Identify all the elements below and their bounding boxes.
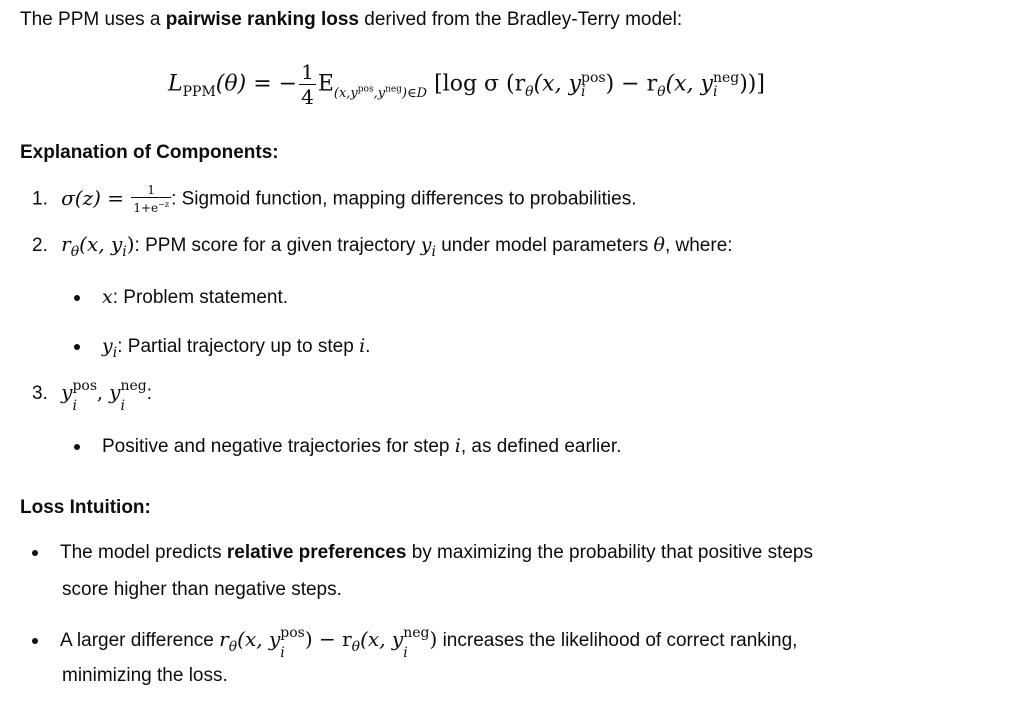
intuition-b1-line2: score higher than negative steps. [62, 579, 342, 600]
component-item-2 [32, 232, 733, 259]
intuition-b2-r1: r [219, 627, 229, 651]
intuition-bullet-1 [32, 541, 813, 565]
eq-lhs-symbol: L [168, 71, 183, 97]
eq-supsub-1 [581, 69, 606, 100]
item2-sub2-sub: i [112, 345, 118, 361]
intuition-b2-sub-i-2: i [403, 645, 408, 661]
eq-expect-sub-a: (x,y [333, 85, 358, 101]
intuition-b1-prefix: The model predicts [60, 542, 227, 563]
eq-expect-sub-neg: neg [385, 84, 402, 95]
intro-bold: pairwise ranking loss [165, 9, 359, 30]
eq-frac-den: 4 [301, 85, 314, 109]
item2-text-c: , where: [664, 235, 733, 256]
item3-y-1: y [61, 380, 73, 404]
intuition-b2-sub-i-1: i [280, 645, 285, 661]
intuition-b2-mid: ) − r [304, 627, 352, 651]
loss-equation [168, 60, 765, 109]
intuition-b2-close: ) [429, 627, 438, 651]
intuition-heading: Loss Intuition: [20, 497, 151, 518]
bullet-dot [32, 638, 38, 644]
item2-y: y [420, 234, 432, 256]
intuition-b1-suffix: by maximizing the probability that positive steps [406, 542, 814, 563]
eq-expect-sub-b: ,y [373, 85, 386, 101]
bullet-dot [74, 295, 80, 301]
item3-number: 3. [32, 383, 48, 404]
item3-sub-i-1: i [72, 398, 77, 414]
item2-r: r [61, 232, 71, 256]
intuition-b2-line2: minimizing the loss. [62, 665, 228, 686]
item1-frac-exp: −z [158, 200, 170, 209]
intro-paragraph [20, 8, 682, 32]
eq-lhs-sub: PPM [182, 83, 216, 100]
item1-frac-num: 1 [131, 184, 171, 198]
item1-fraction [131, 184, 171, 215]
item1-text: : Sigmoid function, mapping differences to probabilities. [171, 188, 637, 210]
item3-sup-neg: neg [120, 378, 147, 394]
item3-supsub-1 [72, 378, 98, 414]
item2-sub2-step: i [359, 335, 366, 357]
intuition-b2-suffix: increases the likelihood of correct ranking, [437, 630, 798, 651]
eq-body-open: [log σ (r [434, 71, 526, 97]
intuition-bullet-2 [32, 625, 798, 661]
item3-sub-end: , as defined earlier. [460, 436, 622, 457]
bullet-dot [32, 550, 38, 556]
eq-theta-1: θ [525, 83, 534, 100]
eq-expect-sub-c: )∈D [401, 85, 428, 101]
eq-sub-i-1: i [581, 83, 586, 100]
item1-frac-den-wrap [131, 198, 171, 215]
item3-sep: , [97, 382, 110, 404]
intuition-b2-theta1: θ [228, 639, 238, 655]
item2-text-b: under model parameters [435, 235, 654, 256]
eq-expect: E [317, 71, 334, 97]
item2-sub2-math: y [102, 335, 113, 357]
eq-equals: = − [253, 71, 298, 97]
components-heading: Explanation of Components: [20, 142, 279, 163]
intuition-b2-arg2: (x, y [360, 627, 404, 651]
item3-colon: : [146, 383, 152, 404]
item2-sub-2 [74, 334, 370, 360]
eq-fraction [299, 60, 316, 109]
item2-theta: θ [70, 244, 80, 260]
item2-sub1-text: : Problem statement. [112, 287, 289, 308]
eq-sub-i-2: i [712, 83, 718, 100]
item3-sub-i-2: i [120, 398, 125, 414]
intuition-b2-sup-neg: neg [403, 625, 430, 641]
intuition-b2-prefix: A larger difference [60, 630, 220, 651]
intro-prefix: The PPM uses a [20, 9, 166, 30]
eq-expect-sub-pos: pos [357, 84, 374, 95]
intuition-b2-sup-pos: pos [280, 625, 305, 641]
intro-suffix: derived from the Bradley-Terry model: [358, 9, 683, 30]
item2-args-close: ) [126, 232, 135, 256]
intuition-b2-supsub-2 [403, 625, 430, 661]
component-item-3 [32, 378, 152, 414]
eq-frac-num: 1 [301, 60, 314, 84]
eq-arg1: (x, y [533, 71, 581, 97]
item3-sub-step: i [454, 435, 461, 457]
item2-text-a: : PPM score for a given trajectory [134, 235, 421, 256]
component-item-1 [32, 184, 636, 215]
item2-y-sub: i [431, 244, 436, 260]
item1-frac-den: 1+e [133, 201, 159, 215]
eq-theta-2: θ [657, 83, 666, 100]
item3-sub-text: Positive and negative trajectories for step [102, 436, 455, 457]
eq-expect-sub [334, 86, 427, 101]
eq-sup-neg: neg [712, 69, 740, 86]
intuition-b2-supsub-1 [280, 625, 305, 661]
item1-sigma: σ(z) = [61, 185, 125, 210]
eq-sup-pos: pos [581, 69, 606, 86]
item2-sub-1 [74, 285, 288, 310]
item2-args: (x, y [79, 232, 123, 256]
item3-y-2: y [109, 380, 121, 404]
item2-theta-sym: θ [653, 234, 665, 256]
intuition-b1-bold: relative preferences [226, 542, 407, 563]
eq-close: ))] [739, 71, 765, 97]
item2-number: 2. [32, 235, 48, 256]
item2-sub2-text: : Partial trajectory up to step [117, 336, 360, 357]
item2-sub1-math: x [102, 286, 113, 308]
eq-arg2: (x, y [665, 71, 713, 97]
item3-supsub-2 [120, 378, 147, 414]
intuition-b2-theta2: θ [351, 639, 361, 655]
item3-sub-1 [74, 434, 621, 459]
eq-lhs-arg: (θ) [215, 71, 247, 97]
item3-sup-pos: pos [72, 378, 98, 394]
item1-number: 1. [32, 188, 48, 210]
eq-supsub-2 [712, 69, 740, 100]
bullet-dot [74, 344, 80, 350]
bullet-dot [74, 444, 80, 450]
item2-sub2-end: . [365, 336, 371, 357]
item2-sub-i: i [122, 244, 127, 260]
eq-mid: ) − r [605, 71, 658, 97]
intuition-b2-arg1: (x, y [237, 627, 281, 651]
